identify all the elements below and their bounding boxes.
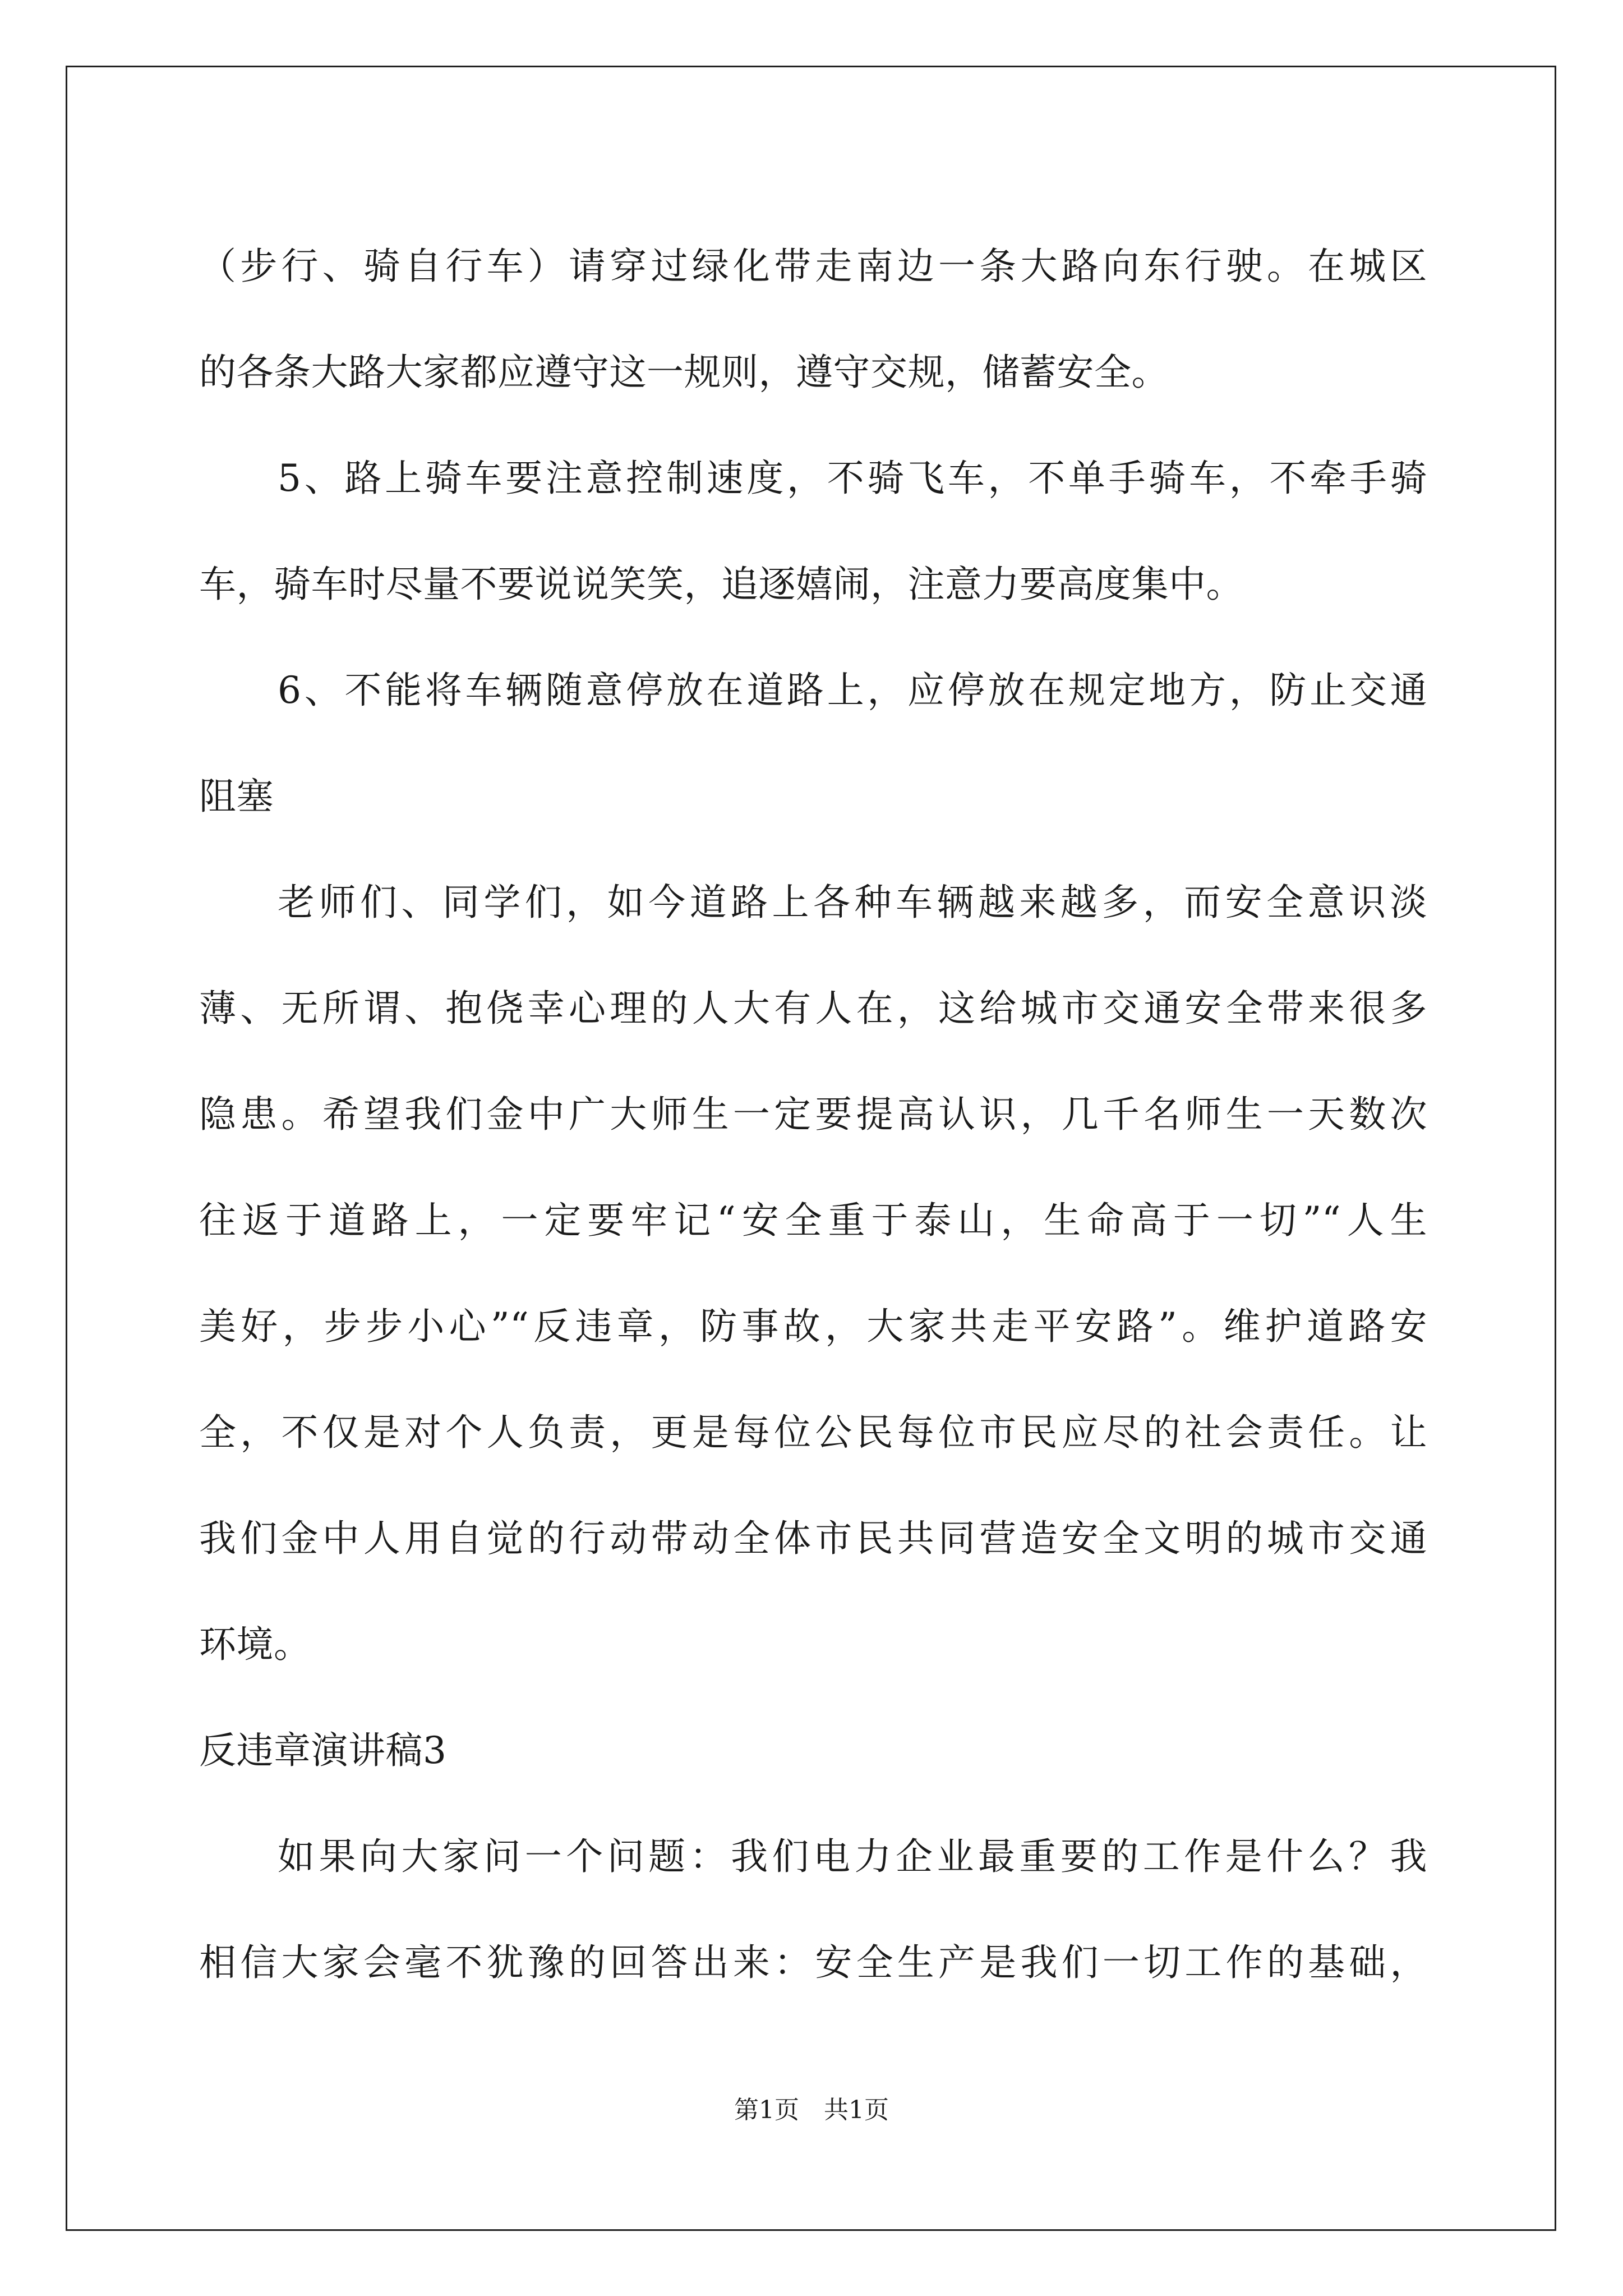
text-line: 6、不能将车辆随意停放在道路上，应停放在规定地方，防止交通 bbox=[278, 669, 1427, 712]
text-line: 薄、无所谓、抱侥幸心理的人大有人在，这给城市交通安全带来很多 bbox=[199, 987, 1427, 1030]
text-line: 我们金中人用自觉的行动带动全体市民共同营造安全文明的城市交通 bbox=[199, 1517, 1427, 1560]
text-line: 如果向大家问一个问题：我们电力企业最重要的工作是什么？我 bbox=[278, 1835, 1427, 1878]
text-line: 的各条大路大家都应遵守这一规则，遵守交规，储蓄安全。 bbox=[199, 351, 1169, 394]
text-line: 全，不仅是对个人负责，更是每位公民每位市民应尽的社会责任。让 bbox=[199, 1411, 1427, 1454]
text-line: 老师们、同学们，如今道路上各种车辆越来越多，而安全意识淡 bbox=[278, 881, 1427, 924]
document-body bbox=[199, 213, 1427, 2016]
text-line: 5、路上骑车要注意控制速度，不骑飞车，不单手骑车，不牵手骑 bbox=[278, 457, 1427, 500]
text-line: 环境。 bbox=[199, 1623, 311, 1666]
page-footer: 第1页 共1页 bbox=[734, 2096, 889, 2124]
text-line: 车，骑车时尽量不要说说笑笑，追逐嬉闹，注意力要高度集中。 bbox=[199, 563, 1243, 606]
text-line: 美好，步步小心”“反违章，防事故，大家共走平安路”。维护道路安 bbox=[199, 1305, 1427, 1348]
text-line: 隐患。希望我们金中广大师生一定要提高认识，几千名师生一天数次 bbox=[199, 1093, 1427, 1136]
section-heading: 反违章演讲稿3 bbox=[199, 1729, 447, 1772]
text-line: 往返于道路上，一定要牢记“安全重于泰山，生命高于一切”“人生 bbox=[199, 1199, 1427, 1242]
text-line: （步行、骑自行车）请穿过绿化带走南边一条大路向东行驶。在城区 bbox=[199, 245, 1427, 288]
text-line: 相信大家会毫不犹豫的回答出来：安全生产是我们一切工作的基础， bbox=[199, 1941, 1427, 1984]
text-line: 阻塞 bbox=[199, 775, 274, 818]
